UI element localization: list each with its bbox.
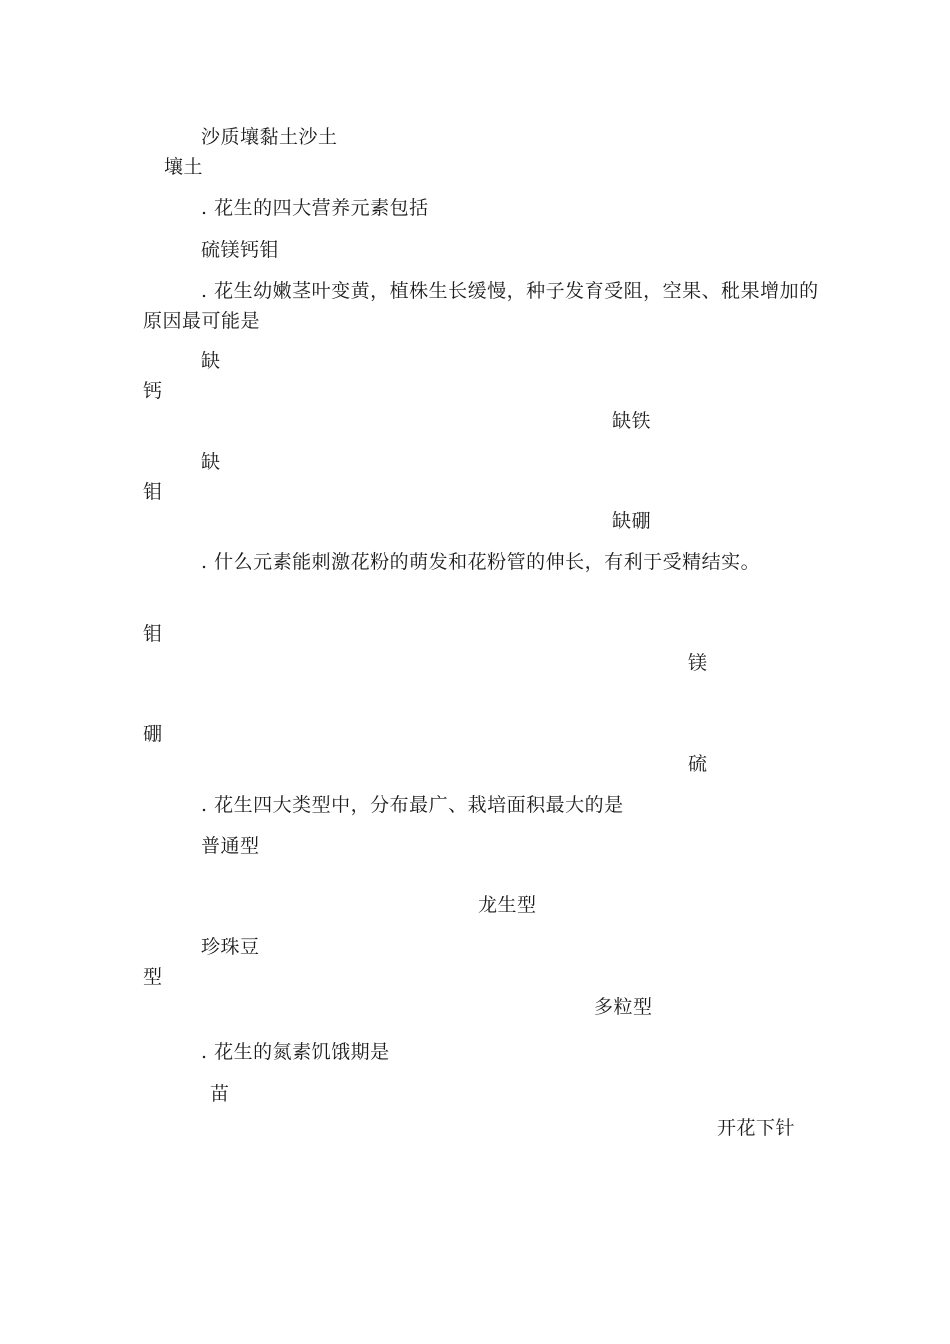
- question-nitrogen: . 花生的氮素饥饿期是: [201, 1041, 390, 1063]
- pollen-option-c: 硼: [143, 723, 163, 745]
- types-option-b: 龙生型: [478, 894, 537, 916]
- types-option-c-part1: 珍珠豆: [201, 936, 260, 958]
- nitrogen-option-a: 苗: [210, 1083, 230, 1105]
- question-deficiency-line1: . 花生幼嫩茎叶变黄，植株生长缓慢，种子发育受阻，空果、秕果增加的: [201, 280, 819, 302]
- types-option-d: 多粒型: [594, 996, 653, 1018]
- types-option-c-part2: 型: [143, 966, 163, 988]
- option-a-part2: 钙: [143, 380, 163, 402]
- answer-elements: 硫镁钙钼: [201, 239, 280, 261]
- option-c-part1: 缺: [201, 451, 221, 473]
- pollen-option-d: 硫: [688, 753, 708, 775]
- option-b: 缺铁: [612, 410, 652, 432]
- soil-options-line: 沙质壤黏土沙土: [201, 126, 338, 148]
- question-elements: . 花生的四大营养元素包括: [201, 197, 429, 219]
- option-c-part2: 钼: [143, 481, 163, 503]
- pollen-option-a: 钼: [143, 623, 163, 645]
- question-types: . 花生四大类型中，分布最广、栽培面积最大的是: [201, 794, 624, 816]
- nitrogen-option-b: 开花下针: [717, 1117, 796, 1139]
- question-pollen: . 什么元素能刺激花粉的萌发和花粉管的伸长，有利于受精结实。: [201, 551, 761, 573]
- option-d: 缺硼: [612, 510, 652, 532]
- types-option-a: 普通型: [201, 835, 260, 857]
- soil-options-cont: 壤土: [164, 156, 204, 178]
- pollen-option-b: 镁: [688, 652, 708, 674]
- option-a-part1: 缺: [201, 350, 221, 372]
- question-deficiency-line2: 原因最可能是: [143, 310, 261, 332]
